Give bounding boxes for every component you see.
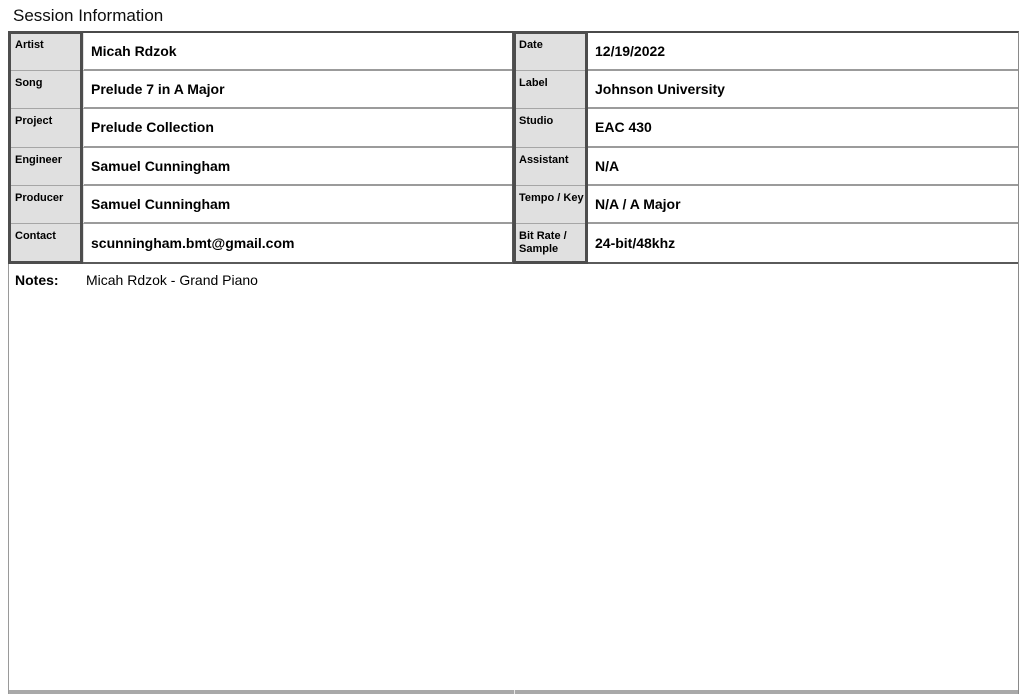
field-value: N/A bbox=[588, 148, 1018, 186]
field-label: Date bbox=[513, 33, 588, 71]
fields-column-right bbox=[513, 33, 1018, 262]
field-label: Producer bbox=[9, 186, 84, 224]
field-label: Project bbox=[9, 109, 84, 147]
field-row-producer bbox=[9, 186, 512, 224]
field-label: Bit Rate / Sample bbox=[513, 224, 588, 262]
field-value: scunningham.bmt@gmail.com bbox=[84, 224, 512, 262]
field-value: Samuel Cunningham bbox=[84, 186, 512, 224]
field-row-artist bbox=[9, 33, 512, 71]
field-row-project bbox=[9, 109, 512, 147]
session-info-sheet bbox=[8, 31, 1019, 694]
field-value: Prelude 7 in A Major bbox=[84, 71, 512, 109]
field-row-contact bbox=[9, 224, 512, 262]
sheet-bottom-border bbox=[9, 690, 1018, 694]
field-row-label bbox=[513, 71, 1018, 109]
field-label: Tempo / Key bbox=[513, 186, 588, 224]
page-title: Session Information bbox=[13, 6, 164, 25]
field-label: Assistant bbox=[513, 148, 588, 186]
field-value: EAC 430 bbox=[588, 109, 1018, 147]
field-row-song bbox=[9, 71, 512, 109]
fields-column-left bbox=[9, 33, 513, 262]
field-value: Prelude Collection bbox=[84, 109, 512, 147]
field-label: Label bbox=[513, 71, 588, 109]
field-value: 12/19/2022 bbox=[588, 33, 1018, 71]
notes-value: Micah Rdzok - Grand Piano bbox=[86, 272, 258, 289]
bottom-border-left-segment bbox=[9, 690, 514, 694]
field-value: Micah Rdzok bbox=[84, 33, 512, 71]
field-label: Contact bbox=[9, 224, 84, 262]
field-row-engineer bbox=[9, 148, 512, 186]
field-label: Artist bbox=[9, 33, 84, 71]
field-row-assistant bbox=[513, 148, 1018, 186]
field-value: Samuel Cunningham bbox=[84, 148, 512, 186]
field-value: 24-bit/48khz bbox=[588, 224, 1018, 262]
field-label: Studio bbox=[513, 109, 588, 147]
fields-grid bbox=[9, 33, 1018, 264]
field-row-studio bbox=[513, 109, 1018, 147]
bottom-border-right-segment bbox=[515, 690, 1018, 694]
notes-section bbox=[9, 264, 1018, 690]
field-row-bitrate-sample bbox=[513, 224, 1018, 262]
notes-label: Notes: bbox=[15, 272, 59, 289]
field-label: Engineer bbox=[9, 148, 84, 186]
field-label: Song bbox=[9, 71, 84, 109]
field-row-date bbox=[513, 33, 1018, 71]
field-value: Johnson University bbox=[588, 71, 1018, 109]
field-row-tempo-key bbox=[513, 186, 1018, 224]
field-value: N/A / A Major bbox=[588, 186, 1018, 224]
